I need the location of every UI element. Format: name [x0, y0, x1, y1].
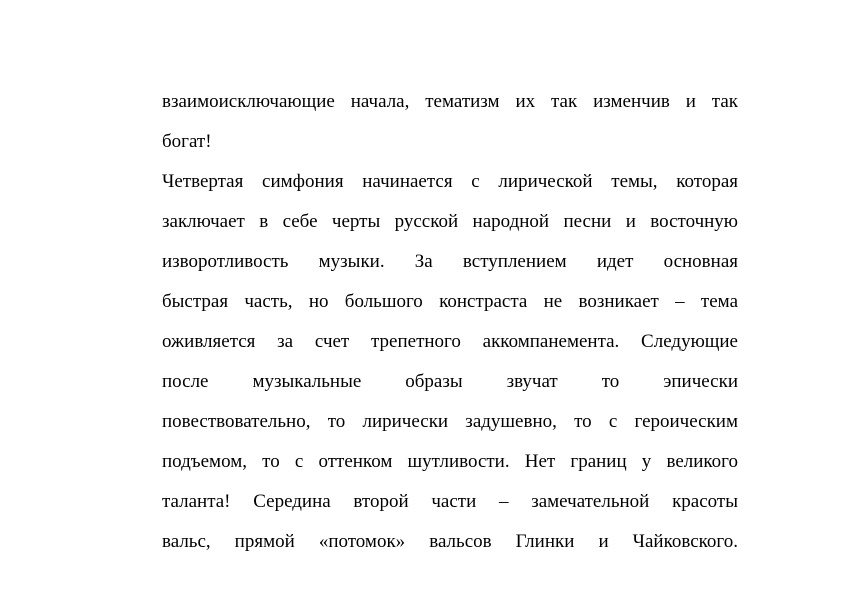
text-line: после музыкальные образы звучат то эпически — [162, 371, 738, 392]
text-line: изворотливость музыки. За вступлением идет основная — [162, 251, 738, 272]
text-line: подъемом, то с оттенком шутливости. Нет границ у великого — [162, 451, 738, 472]
text-line: заключает в себе черты русской народной песни и восточную — [162, 211, 738, 232]
text-line: таланта! Середина второй части – замечательной красоты — [162, 491, 738, 512]
text-line: Четвертая симфония начинается с лирической темы, которая — [162, 171, 738, 192]
text-line: оживляется за счет трепетного аккомпанемента. Следующие — [162, 331, 738, 352]
text-line: богат! — [162, 131, 212, 152]
text-line: повествовательно, то лирически задушевно, то с героическим — [162, 411, 738, 432]
text-line: вальс, прямой «потомок» вальсов Глинки и Чайковского. — [162, 531, 738, 552]
text-line: взаимоисключающие начала, тематизм их так изменчив и так — [162, 91, 738, 112]
text-line: быстрая часть, но большого констраста не возникает – тема — [162, 291, 738, 312]
body-text — [162, 82, 738, 562]
